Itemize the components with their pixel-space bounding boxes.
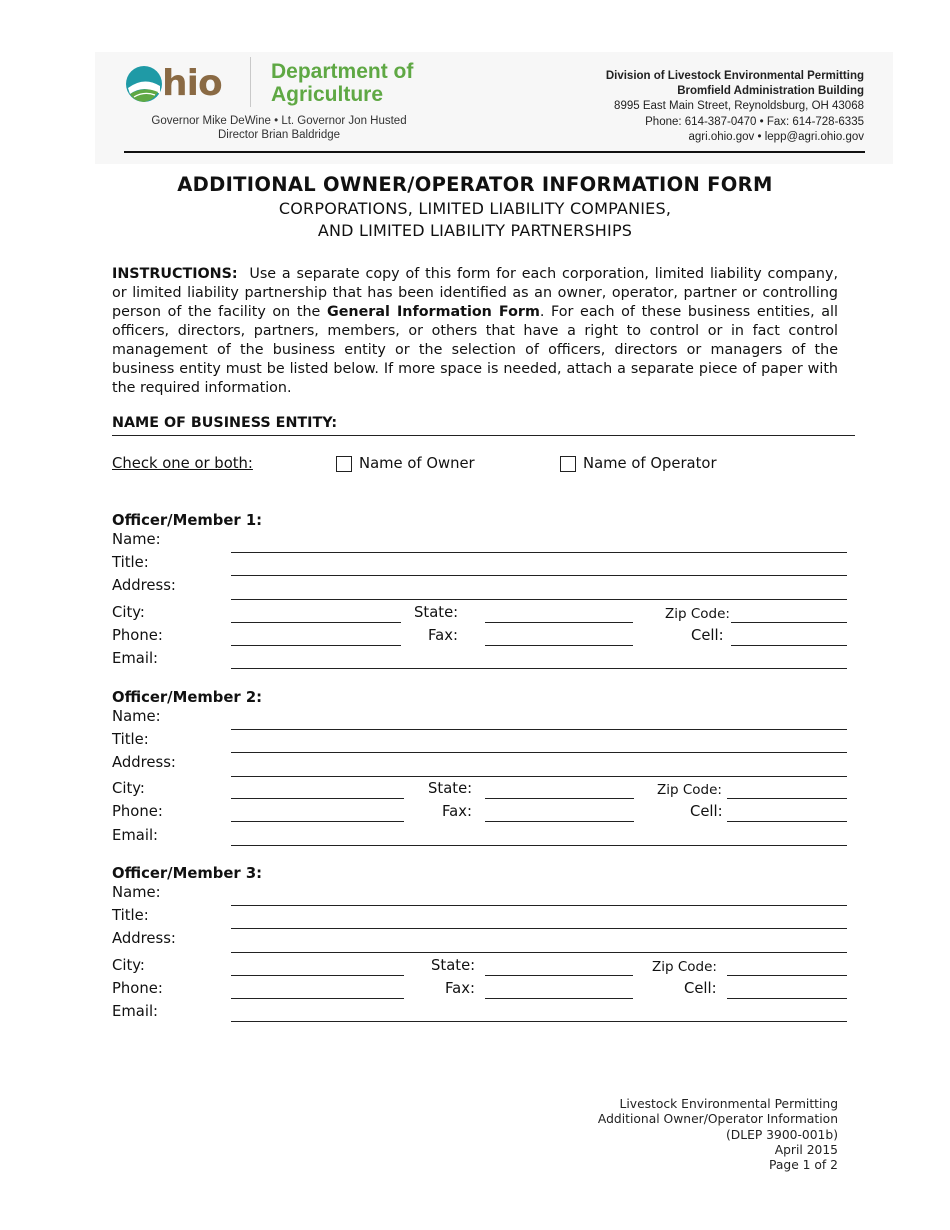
title-input-line[interactable] bbox=[231, 752, 847, 753]
zip-input-line[interactable] bbox=[727, 975, 847, 976]
form-title: ADDITIONAL OWNER/OPERATOR INFORMATION FORM bbox=[177, 173, 773, 196]
name-label: Name: bbox=[112, 884, 161, 901]
state-input-line[interactable] bbox=[485, 622, 633, 623]
cell-label: Cell: bbox=[690, 803, 723, 820]
operator-checkbox[interactable] bbox=[560, 456, 576, 472]
email-input-line[interactable] bbox=[231, 1021, 847, 1022]
logo-wordmark: hio bbox=[162, 63, 222, 104]
form-subtitle-line-2: AND LIMITED LIABILITY PARTNERSHIPS bbox=[317, 221, 633, 240]
city-label: City: bbox=[112, 957, 145, 974]
zip-label: Zip Code: bbox=[665, 606, 730, 622]
officials: Governor Mike DeWine • Lt. Governor Jon Husted Director Brian Baldridge bbox=[151, 115, 407, 141]
title-input-line[interactable] bbox=[231, 928, 847, 929]
officer-heading: Officer/Member 2: bbox=[112, 689, 263, 706]
address-label: Address: bbox=[112, 930, 176, 947]
business-entity-input-line[interactable] bbox=[112, 435, 855, 436]
email-input-line[interactable] bbox=[231, 845, 847, 846]
phone-label: Phone: bbox=[112, 627, 163, 644]
fax-input-line[interactable] bbox=[485, 998, 633, 999]
name-input-line[interactable] bbox=[231, 552, 847, 553]
fax-input-line[interactable] bbox=[485, 645, 633, 646]
fax-label: Fax: bbox=[428, 627, 458, 644]
department-name: Department of Agriculture bbox=[271, 60, 414, 106]
ohio-landscape-icon bbox=[124, 64, 164, 104]
instructions: INSTRUCTIONS: Use a separate copy of this form for each corporation, limited liability company, or limited liability partnership that has been identified as an owner, operator, partner or controlling person of the facility on the General Information Form. For each of these business entities, all officers, directors, partners, members, or others that have a right to control or in fact control management of the business entity or the selection of officers, directors or managers of the business entity must be listed below. If more space is needed, attach a separate piece of paper with the required information. bbox=[112, 266, 839, 396]
check-one-label: Check one or both: bbox=[112, 455, 253, 472]
zip-input-line[interactable] bbox=[727, 798, 847, 799]
cell-input-line[interactable] bbox=[727, 998, 847, 999]
email-input-line[interactable] bbox=[231, 668, 847, 669]
fax-label: Fax: bbox=[442, 803, 472, 820]
state-input-line[interactable] bbox=[485, 798, 634, 799]
officer-heading: Officer/Member 1: bbox=[112, 512, 263, 529]
ohio-logo bbox=[124, 58, 222, 110]
officer-heading: Officer/Member 3: bbox=[112, 865, 263, 882]
email-label: Email: bbox=[112, 650, 159, 667]
page-footer: Livestock Environmental Permitting Additional Owner/Operator Information (DLEP 3900-001b) April 2015 Page 1 of 2 bbox=[597, 1097, 838, 1173]
owner-checkbox[interactable] bbox=[336, 456, 352, 472]
phone-label: Phone: bbox=[112, 803, 163, 820]
address-input-line[interactable] bbox=[231, 776, 847, 777]
name-label: Name: bbox=[112, 531, 161, 548]
division-address-block: Division of Livestock Environmental Permitting Bromfield Administration Building 8995 East Main Street, Reynoldsburg, OH 43068 Phone: 614-387-0470 • Fax: 614-728-6335 agri.ohio.gov • lepp@agri.ohio.gov bbox=[605, 70, 864, 143]
phone-input-line[interactable] bbox=[231, 645, 401, 646]
fax-label: Fax: bbox=[445, 980, 475, 997]
title-label: Title: bbox=[112, 907, 149, 924]
city-input-line[interactable] bbox=[231, 622, 401, 623]
name-input-line[interactable] bbox=[231, 729, 847, 730]
page-number: Page 1 of 2 bbox=[769, 1158, 838, 1173]
phone-input-line[interactable] bbox=[231, 821, 404, 822]
title-input-line[interactable] bbox=[231, 575, 847, 576]
state-label: State: bbox=[431, 957, 476, 974]
header-rule bbox=[124, 151, 865, 153]
email-label: Email: bbox=[112, 827, 159, 844]
address-label: Address: bbox=[112, 754, 176, 771]
city-input-line[interactable] bbox=[231, 975, 404, 976]
address-label: Address: bbox=[112, 577, 176, 594]
city-label: City: bbox=[112, 604, 145, 621]
owner-option-label: Name of Owner bbox=[359, 455, 475, 472]
operator-option-label: Name of Operator bbox=[583, 455, 717, 472]
phone-label: Phone: bbox=[112, 980, 163, 997]
name-input-line[interactable] bbox=[231, 905, 847, 906]
phone-input-line[interactable] bbox=[231, 998, 404, 999]
address-input-line[interactable] bbox=[231, 599, 847, 600]
title-label: Title: bbox=[112, 554, 149, 571]
state-label: State: bbox=[428, 780, 473, 797]
address-input-line[interactable] bbox=[231, 952, 847, 953]
cell-label: Cell: bbox=[691, 627, 724, 644]
city-label: City: bbox=[112, 780, 145, 797]
zip-label: Zip Code: bbox=[652, 959, 717, 975]
email-label: Email: bbox=[112, 1003, 159, 1020]
name-label: Name: bbox=[112, 708, 161, 725]
cell-label: Cell: bbox=[684, 980, 717, 997]
fax-input-line[interactable] bbox=[485, 821, 634, 822]
zip-input-line[interactable] bbox=[731, 622, 847, 623]
title-label: Title: bbox=[112, 731, 149, 748]
state-label: State: bbox=[414, 604, 459, 621]
cell-input-line[interactable] bbox=[731, 645, 847, 646]
form-subtitle-line-1: CORPORATIONS, LIMITED LIABILITY COMPANIES, bbox=[278, 199, 672, 218]
business-entity-label: NAME OF BUSINESS ENTITY: bbox=[112, 415, 338, 431]
state-input-line[interactable] bbox=[485, 975, 633, 976]
logo-divider bbox=[250, 57, 251, 107]
zip-label: Zip Code: bbox=[657, 782, 722, 798]
city-input-line[interactable] bbox=[231, 798, 404, 799]
cell-input-line[interactable] bbox=[727, 821, 847, 822]
